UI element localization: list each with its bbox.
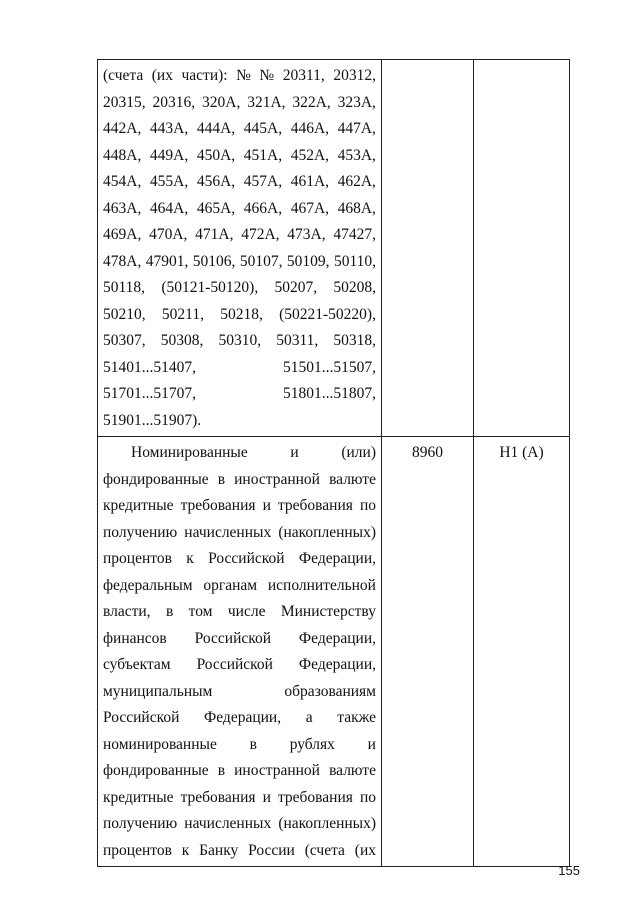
description-word: требования — [180, 497, 256, 514]
description-word: к — [186, 550, 194, 567]
description-word: 50109, — [286, 252, 330, 270]
description-word: Российской — [196, 656, 273, 673]
description-word: иностранной — [234, 470, 320, 488]
description-word: 50218, — [220, 305, 263, 323]
description-word: Банку — [199, 841, 239, 859]
description-word: Федерации, — [204, 709, 282, 726]
description-word: 50318, — [333, 332, 376, 349]
description-line — [103, 811, 376, 838]
description-word: иностранной — [234, 762, 320, 779]
description-word: Номинированные — [131, 444, 248, 461]
description-word: органам — [203, 576, 258, 594]
description-word: 51501...51507, — [283, 358, 376, 376]
description-word: номинированные — [103, 735, 217, 753]
description-word: части): — [181, 67, 228, 84]
description-word: 20316, — [152, 93, 196, 111]
description-word: в — [217, 470, 226, 488]
description-word: Федерации, — [298, 656, 376, 673]
description-word: 50118, — [103, 279, 146, 296]
description-word: 462А, — [337, 173, 376, 190]
description-line — [103, 222, 376, 249]
description-word: (50221-50220), — [279, 305, 376, 323]
table-row — [98, 437, 570, 867]
description-text — [98, 60, 381, 436]
description-line — [103, 302, 376, 329]
description-word: исполнительной — [267, 576, 376, 594]
description-word: 443А, — [149, 120, 189, 137]
description-line — [103, 520, 376, 547]
description-word: 20311, — [282, 67, 325, 84]
description-word: 463А, — [103, 199, 142, 217]
description-word: 20312, — [333, 67, 376, 84]
description-word: (их — [354, 841, 376, 859]
description-word: 444А, — [196, 120, 236, 137]
page-number: 155 — [558, 863, 580, 878]
description-word: требования — [180, 788, 256, 806]
description-line — [103, 467, 376, 494]
description-line — [103, 249, 376, 276]
description-line — [103, 196, 376, 223]
description-word: получению — [103, 523, 178, 541]
description-cell — [98, 437, 382, 867]
description-word: валюте — [329, 470, 376, 488]
description-word: а — [305, 709, 313, 726]
description-line — [103, 626, 376, 653]
description-word: фондированные — [103, 762, 209, 779]
description-word: 323А, — [337, 93, 376, 111]
indicator-cell — [474, 60, 570, 437]
description-word: получению — [103, 815, 178, 832]
description-word: 450А, — [196, 146, 236, 164]
description-word: 50210, — [103, 305, 146, 323]
description-word: процентов — [103, 841, 172, 859]
description-word: (накопленных) — [278, 815, 376, 832]
description-word: в — [165, 603, 174, 620]
description-word: кредитные — [103, 788, 174, 806]
description-line — [103, 758, 376, 785]
description-word: 457А, — [243, 173, 283, 190]
description-word: 470А, — [149, 226, 188, 243]
description-word: 454А, — [103, 173, 142, 190]
description-word: 442А, — [103, 120, 142, 137]
description-word: 51701...51707, — [103, 385, 196, 402]
description-word: 465А, — [196, 199, 236, 217]
description-word: 471А, — [195, 226, 234, 243]
description-line — [103, 546, 376, 573]
description-word: 50110, — [333, 252, 376, 270]
description-word: 322А, — [292, 93, 331, 111]
description-word: 453А, — [337, 146, 376, 164]
description-text — [98, 437, 381, 866]
description-word: по — [359, 788, 376, 806]
description-word: (50121-50120), — [161, 279, 259, 296]
description-line — [103, 838, 376, 865]
description-word: 473А, — [287, 226, 326, 243]
description-word: 50307, — [103, 332, 146, 349]
description-word: том — [188, 603, 213, 620]
description-word: 51901...51907). — [103, 411, 202, 429]
description-word: Российской — [194, 629, 272, 647]
description-word: 50106, — [192, 252, 236, 270]
description-word: начисленных — [184, 815, 272, 832]
description-word: власти, — [103, 603, 151, 620]
description-word: 466А, — [243, 199, 283, 217]
description-word: 50107, — [239, 252, 283, 270]
description-word: 51401...51407, — [103, 358, 196, 376]
description-line — [103, 573, 376, 600]
description-line — [103, 355, 376, 382]
description-line — [103, 143, 376, 170]
description-word: требования — [277, 497, 353, 514]
description-word: 449А, — [149, 146, 189, 164]
description-word: 20315, — [103, 93, 146, 111]
accounts-table — [97, 59, 570, 867]
description-word: 50308, — [160, 332, 204, 349]
description-word: (счета — [304, 841, 345, 859]
description-word: 448А, — [103, 146, 142, 164]
description-word: валюте — [329, 762, 376, 779]
indicator-value: Н1 (А) — [499, 444, 544, 461]
description-word: субъектам — [103, 656, 171, 673]
description-line — [103, 328, 376, 355]
description-word: (их — [151, 67, 173, 84]
description-word: 478А, — [103, 252, 142, 270]
description-line — [103, 732, 376, 759]
description-word: 467А, — [290, 199, 330, 217]
table-row — [98, 60, 570, 437]
description-word: рублях — [289, 735, 335, 753]
description-word: России — [248, 841, 295, 859]
description-word: начисленных — [184, 523, 272, 541]
description-word: 446А, — [290, 120, 330, 137]
description-word: 47427, — [333, 226, 376, 243]
description-line — [103, 785, 376, 812]
description-word: 472А, — [241, 226, 280, 243]
code-value — [382, 60, 473, 63]
description-word: и — [262, 788, 271, 806]
description-word: к — [181, 841, 190, 859]
description-word: 320А, — [202, 93, 241, 111]
description-word: 50311, — [276, 332, 319, 349]
description-word: Российской — [103, 709, 180, 726]
description-word: 461А, — [290, 173, 330, 190]
description-word: 452А, — [290, 146, 330, 164]
description-line — [103, 381, 376, 408]
indicator-cell — [474, 437, 570, 867]
description-word: и — [290, 444, 299, 461]
description-word: Федерации, — [298, 629, 376, 647]
description-word: 445А, — [243, 120, 283, 137]
description-word: кредитные — [103, 497, 174, 514]
code-value: 8960 — [412, 444, 443, 461]
description-line — [103, 705, 376, 732]
description-word: 51801...51807, — [283, 385, 376, 402]
description-word: требования — [277, 788, 353, 806]
description-word: Российской — [208, 550, 285, 567]
description-word: Федерации, — [298, 550, 376, 567]
description-word: 468А, — [337, 199, 376, 217]
description-word: в — [249, 735, 257, 753]
description-word: финансов — [103, 629, 167, 647]
description-word: 321А, — [247, 93, 286, 111]
description-line — [103, 679, 376, 706]
description-word: 455А, — [149, 173, 189, 190]
description-word: (накопленных) — [278, 523, 376, 541]
description-word: Министерству — [280, 603, 376, 620]
description-word: 50211, — [161, 305, 204, 323]
description-line — [103, 408, 376, 435]
description-word: 50207, — [274, 279, 318, 296]
description-line — [103, 599, 376, 626]
description-line — [103, 652, 376, 679]
description-line — [103, 440, 376, 467]
description-line — [103, 275, 376, 302]
description-word: и — [262, 497, 271, 514]
description-word: процентов — [103, 550, 172, 567]
description-word: и — [367, 735, 376, 753]
description-word: (счета — [103, 67, 144, 84]
description-word: в — [217, 762, 226, 779]
description-word: также — [337, 709, 376, 726]
description-word: числе — [227, 603, 266, 620]
description-word: № — [236, 67, 251, 84]
description-word: образованиям — [284, 682, 376, 700]
description-word: муниципальным — [103, 682, 213, 700]
description-word: (или) — [341, 444, 376, 461]
description-word: 469А, — [103, 226, 142, 243]
description-line — [103, 116, 376, 143]
description-word: 50310, — [218, 332, 262, 349]
description-word: по — [359, 497, 376, 514]
description-word: 447А, — [337, 120, 376, 137]
indicator-value — [474, 60, 569, 63]
description-word: 47901, — [145, 252, 189, 270]
description-word: федеральным — [103, 576, 193, 594]
description-word: № — [259, 67, 275, 84]
description-line — [103, 169, 376, 196]
description-word: 464А, — [149, 199, 189, 217]
description-cell — [98, 60, 382, 437]
description-word: 451А, — [243, 146, 283, 164]
code-cell — [382, 437, 474, 867]
description-line — [103, 493, 376, 520]
description-word: 50208, — [333, 279, 376, 296]
code-cell — [382, 60, 474, 437]
description-line — [103, 90, 376, 117]
description-word: 456А, — [196, 173, 236, 190]
description-line — [103, 63, 376, 90]
description-word: фондированные — [103, 470, 209, 488]
